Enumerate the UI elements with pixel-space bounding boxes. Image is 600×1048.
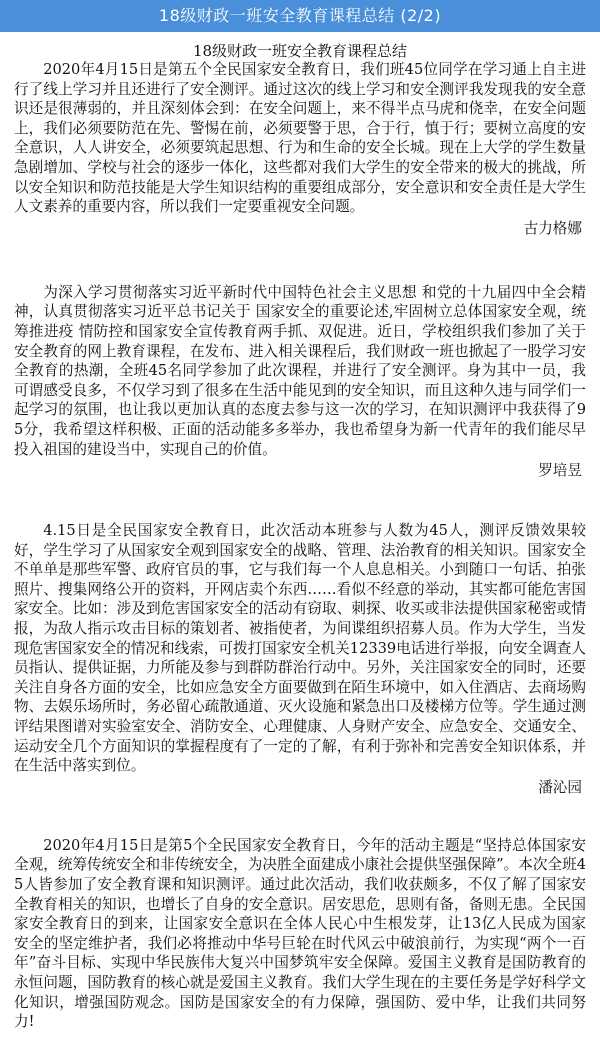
summary-entry-3 [14, 521, 586, 798]
entry-spacer [14, 481, 586, 521]
entry-text: 为深入学习贯彻落实习近平新时代中国特色社会主义思想 和党的十九届四中全会精神，认真贯彻落实习近平总书记关于 国家安全的重要论述,牢固树立总体国家安全观，统筹推进疫 情防控和国家安全宣传教育两手抓、双促进。近日，学校组织我们参加了关于安全教育的网上教育课程，在发布、进入相关课程后，我们财政一班也掀起了一股学习安全教育的热潮，全班45名同学参加了此次课程，并进行了安全测评。身为其中一员，我可谓感受良多，不仅学习到了很多在生活中能见到的安全知识，而且这种久违与同学们一起学习的氛围，也让我以更加认真的态度去参与这一次的学习，在知识测评中我获得了95分，我希望这样积极、正面的活动能多多举办，我也希望身为新一代青年的我们能尽早投入祖国的建设当中，实现自己的价值。 [14, 283, 586, 458]
entry-author: 罗培昱 [538, 462, 582, 480]
entry-text: 2020年4月15日是第5个全民国家安全教育日，今年的活动主题是“坚持总体国家安全观，统筹传统安全和非传统安全，为决胜全面建成小康社会提供坚强保障”。本次全班45人皆参加了安全教育课和知识测评。通过此次活动，我们收获颇多，不仅了解了国家安全教育相关的知识，也增长了自身的安全意识。居安思危，思则有备，备则无患。全民国家安全教育日的到来，让国家安全意识在全体人民心中生根发芽，让13亿人民成为国家安全的坚定维护者，我们必将推动中华号巨轮在时代风云中破浪前行，为实现“两个一百年”奋斗目标、实现中华民族伟大复兴中国梦筑牢安全保障。爱国主义教育是国防教育的永恒问题，国防教育的核心就是爱国主义教育。我们大学生现在的主要任务是学好科学文化知识，增强国防观念。国防是国家安全的有力保障，强国防、爱中华，让我们共同努力! [14, 836, 586, 1031]
window-title-bar [0, 0, 600, 32]
summary-entry-2 [14, 283, 586, 481]
content-fade [0, 1042, 600, 1048]
entry-text: 4.15日是全民国家安全教育日，此次活动本班参与人数为45人，测评反馈效果较好，学生学习了从国家安全观到国家安全的战略、管理、法治教育的相关知识。国家安全不单单是那些军警、政府官员的事，它与我们每一个人息息相关。小到随口一句话、拍张照片、搜集网络公开的资料，开网店卖个东西……看似不经意的举动，其实都可能危害国家安全。比如：涉及到危害国家安全的活动有窃取、刺探、收买或非法提供国家秘密或情报，为敌人指示攻击目标的策划者、被指使者，为间谍组织招募人员。作为大学生，当发现危害国家安全的情况和线索，可拨打国家安全机关12339电话进行举报，向安全调查人员指认、提供证据，力所能及参与到群防群治行动中。另外，关注国家安全的同时，还要关注自身各方面的安全，比如应急安全方面要做到在陌生环境中，如入住酒店、去商场购物、去娱乐场所时，务必留心疏散通道、灭火设施和紧急出口及楼梯方位等。学生通过测评结果图谱对实验室安全、消防安全、心理健康、人身财产安全、应急安全、交通安全、运动安全几个方面知识的掌握程度有了一定的了解，有利于弥补和完善安全知识体系，并在生活中落实到位。 [14, 522, 586, 775]
entry-spacer [14, 798, 586, 836]
entry-text: 2020年4月15日是第五个全民国家安全教育日，我们班45位同学在学习通上自主进行了线上学习并且还进行了安全测评。通过这次的线上学习和安全测评我发现我的安全意识还是很薄弱的，并且深刻体会到：在安全问题上，来不得半点马虎和侥幸，在安全问题上，我们必须要防范在先、警惕在前，必须要警于思，合于行，慎于行；要树立高度的安全意识，人人讲安全，必须要筑起思想、行为和生命的安全长城。现在上大学的学生数量急剧增加、学校与社会的逐步一体化，这些都对我们大学生的安全带来的极大的挑战，所以安全知识和防范技能是大学生知识结构的重要组成部分，安全意识和安全责任是大学生人文素养的重要内容，所以我们一定要重视安全问题。 [14, 61, 586, 216]
summary-entry-1 [14, 60, 586, 239]
window-title: 18级财政一班安全教育课程总结 (2/2) [158, 6, 442, 25]
entry-author: 古力格娜 [523, 219, 582, 237]
entry-author: 潘沁园 [538, 778, 582, 796]
entry-spacer [14, 239, 586, 283]
document-heading: 18级财政一班安全教育课程总结 [192, 42, 408, 60]
summary-entry-4 [14, 836, 586, 1032]
document-body[interactable] [0, 32, 600, 1048]
